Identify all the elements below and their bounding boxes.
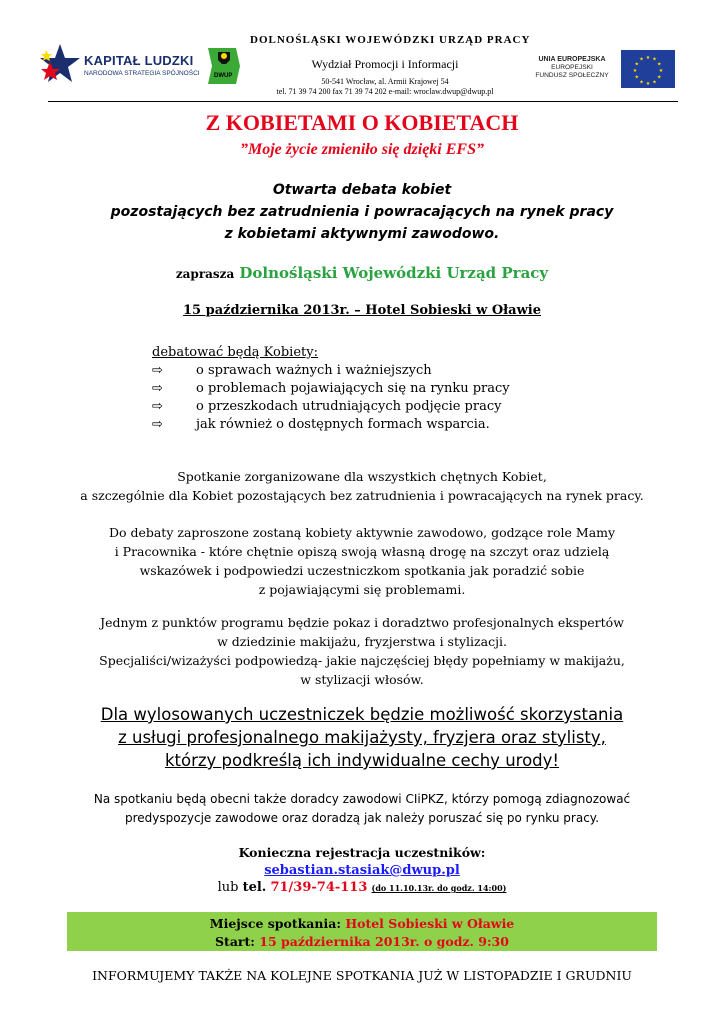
- meeting-place-line: [67, 916, 657, 931]
- arrow-right-icon: ⇨: [152, 399, 163, 414]
- topic-item: [152, 381, 510, 396]
- topic-text: o sprawach ważnych i ważniejszych: [196, 363, 432, 378]
- paragraph-speakers: [0, 523, 724, 599]
- paragraph-line: Spotkanie zorganizowane dla wszystkich chętnych Kobiet,: [177, 469, 547, 484]
- advisors-paragraph: [0, 790, 724, 828]
- paragraph-line: predyspozycje zawodowe oraz doradzą jak należy poruszać się po rynku pracy.: [124, 811, 600, 825]
- highlight-block: [0, 703, 724, 772]
- meeting-start-value: 15 października 2013r. o godz. 9:30: [259, 934, 509, 949]
- registration-or: lub: [217, 880, 239, 895]
- eu-label-line1: UNIA EUROPEJSKA: [538, 56, 606, 63]
- paragraph-line: z pojawiającymi się problemami.: [258, 582, 466, 597]
- svg-text:★: ★: [652, 56, 657, 63]
- dwup-logo: [206, 46, 242, 86]
- kapital-ludzki-subtitle: NARODOWA STRATEGIA SPÓJNOŚCI: [84, 70, 200, 77]
- paragraph-intro: [0, 467, 724, 505]
- paragraph-line: a szczególnie dla Kobiet pozostających bez zatrudnienia i powracających na rynek pracy.: [80, 488, 644, 503]
- paragraph-line: Do debaty zaproszone zostaną kobiety aktywnie zawodowo, godzące role Mamy: [108, 525, 616, 540]
- paragraph-line: w stylizacji włosów.: [300, 672, 424, 687]
- paragraph-program: [0, 613, 724, 689]
- header-divider: [48, 101, 678, 102]
- svg-text:★: ★: [658, 68, 664, 74]
- meeting-place-label: Miejsce spotkania:: [209, 916, 341, 931]
- arrow-right-icon: ⇨: [152, 363, 163, 378]
- topic-text: o przeszkodach utrudniających podjęcie pracy: [196, 399, 502, 414]
- kapital-ludzki-star-icon: [38, 42, 82, 86]
- paragraph-line: Specjaliści/wizażyści podpowiedzą- jakie najczęściej błędy popełniamy w makijażu,: [99, 653, 625, 668]
- registration-heading: Konieczna rejestracja uczestników:: [238, 845, 486, 860]
- header-contact: tel. 71 39 74 200 fax 71 39 74 202 e-mail: wroclaw.dwup@dwup.pl: [276, 87, 494, 96]
- highlight-line: z usługi profesjonalnego makijażysty, fryzjera oraz stylisty,: [118, 728, 606, 747]
- topic-item: [152, 417, 490, 432]
- paragraph-line: i Pracownika - które chętnie opiszą swoją własną drogę na szczyt oraz udzielą: [114, 544, 610, 559]
- paragraph-line: Jednym z punktów programu będzie pokaz i doradztwo profesjonalnych ekspertów: [100, 615, 624, 630]
- meeting-place-value: Hotel Sobieski w Oławie: [345, 916, 515, 931]
- topic-text: jak również o dostępnych formach wsparcia.: [196, 417, 490, 432]
- highlight-line: którzy podkreślą ich indywidualne cechy urody!: [164, 751, 560, 770]
- header-address: 50-541 Wrocław, al. Armii Krajowej 54: [321, 77, 449, 86]
- svg-text:★: ★: [657, 61, 662, 68]
- debate-line-1: Otwarta debata kobiet: [272, 182, 452, 198]
- svg-text:★: ★: [639, 79, 644, 86]
- arrow-right-icon: ⇨: [152, 417, 163, 432]
- eu-flag-icon: [621, 50, 675, 88]
- dwup-logo-text: DWUP: [214, 73, 233, 79]
- svg-text:★: ★: [645, 81, 651, 87]
- debate-line-3: z kobietami aktywnymi zawodowo.: [224, 226, 500, 242]
- paragraph-line: w dziedzinie makijażu, fryzjerstwa i stylizacji.: [217, 634, 507, 649]
- svg-text:★: ★: [632, 68, 638, 74]
- meeting-start-line: [67, 934, 657, 949]
- arrow-right-icon: ⇨: [152, 381, 163, 396]
- svg-text:★: ★: [657, 74, 662, 81]
- event-date-place: 15 października 2013r. – Hotel Sobieski w Oławie: [182, 303, 541, 318]
- svg-text:★: ★: [645, 55, 651, 61]
- dwup-eagle-icon: [206, 46, 242, 86]
- registration-deadline: (do 11.10.13r. do godz. 14:00): [371, 883, 507, 893]
- footer-notice: INFORMUJEMY TAKŻE NA KOLEJNE SPOTKANIA JUŻ W LISTOPADZIE I GRUDNIU: [92, 968, 632, 983]
- highlight-line: Dla wylosowanych uczestniczek będzie możliwość skorzystania: [100, 705, 624, 724]
- debate-line-2: pozostających bez zatrudnienia i powracających na rynek pracy: [110, 204, 614, 220]
- meeting-start-label: Start:: [215, 934, 255, 949]
- topic-text: o problemach pojawiających się na rynku pracy: [196, 381, 510, 396]
- paragraph-line: wskazówek i podpowiedzi uczestniczkom spotkania jak poradzić sobie: [139, 563, 585, 578]
- header-department: Wydział Promocji i Informacji: [311, 57, 459, 71]
- svg-text:★: ★: [639, 56, 644, 63]
- kapital-ludzki-logo: [38, 42, 198, 86]
- header-org-name: DOLNOŚLĄSKI WOJEWÓDZKI URZĄD PRACY: [250, 34, 531, 46]
- eu-label-line2: EUROPEJSKI: [551, 64, 593, 71]
- eu-label-line3: FUNDUSZ SPOŁECZNY: [535, 72, 609, 79]
- page-subtitle: ”Moje życie zmieniło się dzięki EFS”: [240, 141, 484, 158]
- paragraph-line: Na spotkaniu będą obecni także doradcy zawodowi CIiPKZ, którzy pomogą zdiagnozować: [93, 792, 631, 806]
- registration-phone-line: [0, 880, 724, 895]
- registration-tel-label: tel.: [242, 880, 267, 895]
- kapital-ludzki-title: KAPITAŁ LUDZKI: [84, 53, 194, 68]
- eu-label: [530, 56, 614, 80]
- invite-organizer: Dolnośląski Wojewódzki Urząd Pracy: [239, 264, 549, 282]
- page-title: Z KOBIETAMI O KOBIETACH: [205, 110, 519, 135]
- topic-item: [152, 399, 501, 414]
- svg-text:★: ★: [634, 74, 639, 81]
- svg-text:★: ★: [652, 79, 657, 86]
- topics-heading: debatować będą Kobiety:: [152, 345, 318, 360]
- topic-item: [152, 363, 432, 378]
- invite-line: [0, 263, 724, 282]
- registration-phone: 71/39-74-113: [270, 880, 368, 895]
- svg-text:★: ★: [634, 61, 639, 68]
- registration-email-link[interactable]: sebastian.stasiak@dwup.pl: [264, 863, 460, 878]
- invite-prefix: zaprasza: [175, 267, 235, 281]
